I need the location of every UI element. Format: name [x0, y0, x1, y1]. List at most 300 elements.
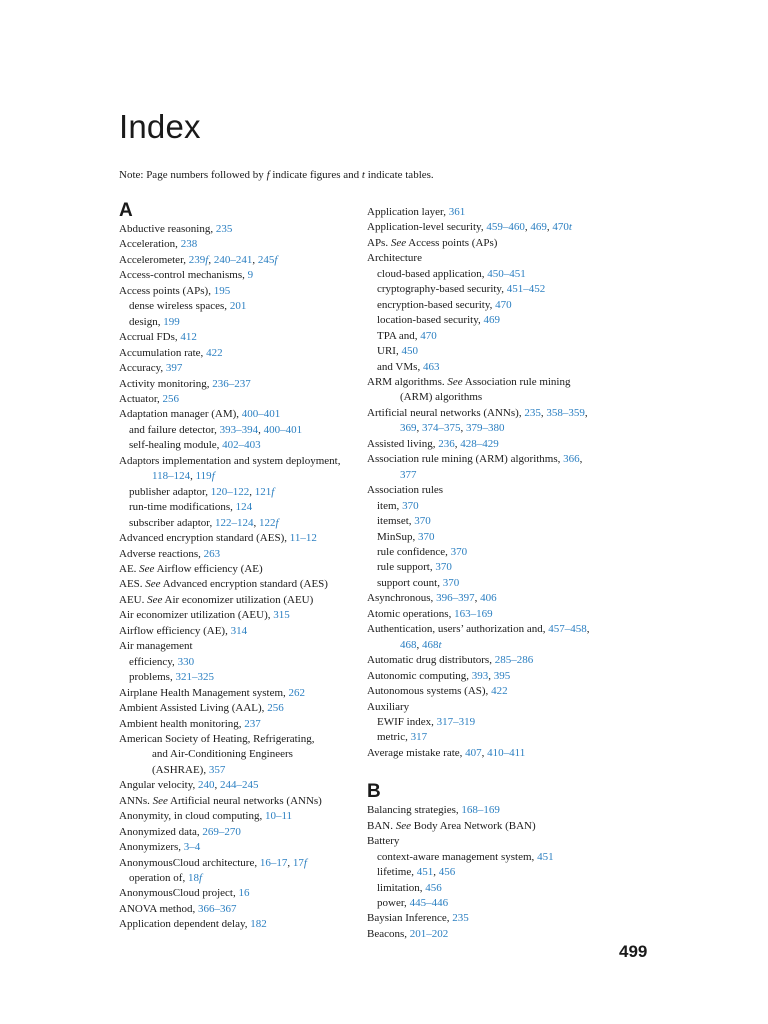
page-reference-link[interactable]: 393	[471, 669, 489, 682]
entry-text: Airflow efficiency (AE),	[119, 624, 231, 637]
index-entry	[119, 330, 369, 345]
index-entry	[119, 407, 369, 422]
page-reference-link[interactable]: 370	[414, 515, 431, 528]
page-reference-link[interactable]: 237	[244, 717, 261, 730]
entry-text: Association rule mining	[462, 375, 571, 388]
entry-text: Application layer,	[367, 206, 449, 218]
entry-text: ,	[253, 516, 260, 529]
see-reference-label: See	[390, 236, 407, 249]
entry-text: operation of,	[129, 872, 188, 885]
index-column-right	[367, 205, 617, 942]
entry-text: Air economizer utilization (AEU),	[119, 609, 274, 622]
index-entry	[367, 834, 617, 849]
page-reference-link[interactable]: 402–403	[222, 439, 261, 452]
entry-text: Accrual FDs,	[119, 331, 181, 344]
entry-text: Artificial neural networks (ANNs)	[167, 794, 322, 807]
index-subentry	[119, 315, 369, 330]
page-reference-link[interactable]: 358–359	[546, 406, 585, 419]
index-subentry	[119, 516, 369, 531]
index-subentry	[367, 881, 617, 896]
index-entry	[119, 531, 369, 546]
index-entry	[119, 809, 369, 824]
page-reference-link[interactable]: 235	[524, 406, 541, 419]
page-reference-link[interactable]: 199	[163, 315, 180, 328]
index-note: Note: Page numbers followed by f indicate figures and t indicate tables.	[119, 169, 434, 181]
entry-text: AnonymousCloud project,	[119, 887, 239, 900]
page-reference-link[interactable]: 256	[162, 392, 180, 405]
entry-text: ,	[460, 422, 466, 435]
index-subentry	[367, 313, 617, 328]
page-reference-link[interactable]: 269–270	[202, 825, 241, 838]
page-reference-link[interactable]: 397	[165, 362, 183, 375]
page-reference-link[interactable]: 256	[267, 702, 284, 715]
index-entry	[119, 361, 369, 376]
entry-text: Airplane Health Management system,	[119, 686, 289, 699]
index-entry-continuation	[119, 747, 369, 762]
entry-text: ,	[579, 453, 583, 466]
index-entry-continuation	[367, 468, 617, 483]
index-entry	[367, 911, 617, 926]
page-reference-link[interactable]: 236–237	[212, 377, 251, 390]
entry-text: Abductive reasoning,	[119, 223, 216, 235]
page-reference-link[interactable]: 330	[177, 655, 195, 668]
page-reference-link[interactable]: f	[211, 470, 215, 483]
index-subentry	[367, 360, 617, 375]
page-reference-link[interactable]: 314	[230, 624, 248, 637]
entry-text: Accuracy,	[119, 362, 166, 375]
page-reference-link[interactable]: f	[205, 253, 209, 266]
page-reference-link[interactable]: 285–286	[494, 654, 534, 667]
page-reference-link[interactable]: 400–401	[263, 423, 303, 436]
page-reference-link[interactable]: 119	[195, 470, 212, 483]
page-reference-link[interactable]: 235	[452, 912, 469, 925]
page-reference-link[interactable]: 263	[203, 547, 221, 560]
index-entry	[367, 236, 617, 251]
index-entry	[119, 778, 369, 793]
index-entry	[367, 803, 617, 818]
entry-text: Adaptation manager (AM),	[119, 408, 242, 421]
index-subentry	[119, 485, 369, 500]
page-reference-link[interactable]: 412	[180, 331, 197, 344]
page-reference-link[interactable]: 457–458	[548, 623, 587, 636]
index-entry	[367, 220, 617, 235]
page-reference-link[interactable]: 11–12	[289, 532, 317, 545]
page-reference-link[interactable]: 18	[187, 872, 199, 885]
page-reference-link[interactable]: 361	[448, 206, 466, 218]
entry-text: AE.	[119, 562, 140, 575]
index-subentry	[119, 655, 369, 670]
index-subentry	[367, 715, 617, 730]
page-reference-link[interactable]: 366	[563, 453, 580, 466]
entry-text: Automatic drug distributors,	[367, 654, 495, 667]
entry-text: (ARM) algorithms	[400, 391, 483, 404]
entry-text: publisher adaptor,	[129, 485, 211, 498]
page-reference-link[interactable]: 396–397	[436, 592, 475, 605]
page-reference-link[interactable]: 238	[180, 238, 198, 251]
entry-text: problems,	[129, 671, 176, 684]
page-reference-link[interactable]: 122–124	[215, 516, 254, 529]
index-subentry	[367, 730, 617, 745]
entry-text: AnonymousCloud architecture,	[119, 856, 260, 869]
index-subentry	[367, 545, 617, 560]
page-reference-link[interactable]: f	[303, 856, 307, 869]
page-reference-link[interactable]: 168–169	[461, 804, 500, 817]
page-reference-link[interactable]: 122	[259, 516, 276, 529]
entry-text: self-healing module,	[129, 439, 223, 452]
page-reference-link[interactable]: 236	[438, 437, 455, 450]
page-reference-link[interactable]: t	[568, 221, 572, 234]
entry-text: ,	[416, 422, 422, 435]
index-subentry	[367, 850, 617, 865]
page-reference-link[interactable]: 450–451	[487, 267, 526, 280]
entry-text: ,	[474, 592, 481, 605]
page-reference-link[interactable]: 120–122	[210, 485, 250, 498]
entry-text: Body Area Network (BAN)	[411, 819, 536, 832]
page-reference-link[interactable]: 3–4	[183, 841, 201, 854]
page-reference-link[interactable]: 451	[416, 866, 434, 879]
entry-text: ,	[416, 638, 422, 651]
index-entry	[119, 392, 369, 407]
entry-text: ,	[488, 669, 494, 682]
page-reference-link[interactable]: 410–411	[487, 746, 526, 759]
section-gap	[367, 761, 617, 781]
index-entry	[119, 902, 369, 917]
entry-text: power,	[377, 897, 410, 910]
page-reference-link[interactable]: 262	[288, 686, 306, 699]
entry-text: Asynchronous,	[367, 592, 437, 605]
page-reference-link[interactable]: 182	[250, 918, 267, 931]
entry-text: Association rule mining (ARM) algorithms,	[367, 453, 564, 466]
entry-text: ANNs.	[119, 794, 153, 807]
page-reference-link[interactable]: f	[274, 253, 278, 266]
index-entry	[367, 406, 617, 421]
page-reference-link[interactable]: 317	[410, 731, 428, 744]
index-entry	[119, 284, 369, 299]
page-reference-link[interactable]: f	[271, 485, 275, 498]
index-entry	[119, 732, 369, 747]
page-reference-link[interactable]: f	[198, 872, 203, 885]
entry-text: American Society of Heating, Refrigerating,	[119, 732, 315, 745]
index-subentry	[367, 282, 617, 297]
page-reference-link[interactable]: 379–380	[466, 422, 505, 435]
page-reference-link[interactable]: 374–375	[422, 422, 461, 435]
index-entry	[367, 746, 617, 761]
index-entry	[367, 669, 617, 684]
entry-text: Autonomous systems (AS),	[367, 685, 492, 698]
page-title: Index	[119, 108, 201, 146]
see-reference-label: See	[139, 562, 155, 575]
entry-text: item,	[377, 499, 403, 512]
entry-text: Anonymized data,	[119, 825, 203, 838]
entry-text: Air economizer utilization (AEU)	[162, 593, 314, 606]
entry-text: ,	[214, 779, 221, 792]
index-entry-continuation	[367, 638, 617, 653]
entry-text: ,	[249, 485, 255, 498]
index-subentry	[119, 299, 369, 314]
page-reference-link[interactable]: 450	[401, 345, 418, 358]
page-reference-link[interactable]: 369	[400, 422, 417, 435]
page-reference-link[interactable]: 244–245	[220, 779, 259, 792]
index-entry	[367, 653, 617, 668]
entry-text: and VMs,	[377, 360, 423, 373]
page-reference-link[interactable]: 469	[483, 314, 500, 327]
entry-text: Advanced encryption standard (AES)	[160, 578, 328, 591]
index-entry-continuation	[367, 421, 617, 436]
entry-text: itemset,	[377, 515, 415, 528]
page-reference-link[interactable]: 245	[257, 253, 275, 266]
entry-text: Accumulation rate,	[119, 346, 207, 359]
index-entry	[367, 375, 617, 390]
page-reference-link[interactable]: 16	[238, 887, 250, 900]
page-reference-link[interactable]: 407	[465, 746, 482, 759]
entry-text: ARM algorithms.	[367, 375, 448, 388]
index-subentry	[367, 344, 617, 359]
page-reference-link[interactable]: 124	[235, 501, 253, 514]
entry-text: design,	[129, 315, 164, 328]
page-reference-link[interactable]: t	[438, 638, 442, 651]
page-reference-link[interactable]: 357	[208, 763, 226, 776]
page-reference-link[interactable]: 240–241	[213, 253, 253, 266]
index-entry	[119, 253, 369, 268]
entry-text: Adverse reactions,	[119, 547, 204, 560]
index-entry	[119, 717, 369, 732]
index-entry	[119, 268, 369, 283]
entry-text: AEU.	[119, 593, 148, 606]
entry-text: ,	[584, 406, 588, 419]
page-reference-link[interactable]: 10–11	[264, 810, 293, 823]
entry-text: cryptography-based security,	[377, 283, 507, 296]
see-reference-label: See	[152, 794, 168, 807]
entry-text: ,	[454, 437, 461, 450]
entry-text: Anonymizers,	[119, 841, 184, 854]
entry-text: Activity monitoring,	[119, 377, 213, 390]
see-reference-label: See	[395, 819, 411, 832]
index-entry	[119, 639, 369, 654]
index-entry-continuation	[119, 469, 369, 484]
page-reference-link[interactable]: 469	[530, 221, 547, 234]
index-entry	[119, 794, 369, 809]
entry-text: Artificial neural networks (ANNs),	[367, 406, 525, 419]
page-reference-link[interactable]: 470	[552, 221, 569, 234]
entry-text: AES.	[119, 578, 146, 591]
index-subentry	[367, 560, 617, 575]
entry-text: TPA and,	[377, 329, 421, 342]
page-reference-link[interactable]: 451–452	[506, 283, 546, 296]
index-subentry	[119, 423, 369, 438]
index-entry	[119, 856, 369, 871]
page-reference-link[interactable]: 428–429	[460, 437, 499, 450]
index-subentry	[119, 871, 369, 886]
index-entry	[119, 237, 369, 252]
index-subentry	[367, 329, 617, 344]
entry-text: and Air-Conditioning Engineers	[152, 748, 293, 761]
index-entry	[119, 377, 369, 392]
page-reference-link[interactable]: 468	[422, 638, 439, 651]
index-entry	[119, 840, 369, 855]
page-reference-link[interactable]: 463	[422, 360, 440, 373]
entry-text: Battery	[367, 835, 400, 848]
index-entry	[367, 607, 617, 622]
entry-text: Atomic operations,	[367, 607, 455, 620]
page-reference-link[interactable]: 235	[215, 223, 233, 235]
page-reference-link[interactable]: 16–17	[259, 856, 288, 869]
page-reference-link[interactable]: 468	[400, 638, 417, 651]
entry-text: Ambient health monitoring,	[119, 717, 245, 730]
entry-text: EWIF index,	[377, 715, 437, 728]
page-reference-link[interactable]: 201–202	[409, 927, 449, 940]
entry-text: URI,	[377, 345, 402, 358]
page-reference-link[interactable]: 422	[491, 685, 508, 698]
page-reference-link[interactable]: 321–325	[175, 671, 214, 684]
index-entry	[367, 483, 617, 498]
index-entry	[119, 454, 369, 469]
page-reference-link[interactable]: 456	[425, 881, 442, 894]
page-reference-link[interactable]: 451	[537, 850, 554, 863]
entry-text: Advanced encryption standard (AES),	[119, 532, 290, 545]
page-reference-link[interactable]: 406	[480, 592, 497, 605]
index-subentry	[119, 438, 369, 453]
entry-text: Auxiliary	[367, 700, 410, 713]
entry-text: rule support,	[377, 561, 436, 574]
entry-text: Adaptors implementation and system deployment,	[119, 454, 341, 467]
page-reference-link[interactable]: 17	[292, 856, 304, 869]
entry-text: lifetime,	[377, 866, 417, 879]
entry-text: Balancing strategies,	[367, 804, 462, 817]
index-entry	[119, 577, 369, 592]
entry-text: ,	[481, 746, 488, 759]
index-entry	[367, 622, 617, 637]
entry-text: Association rules	[367, 484, 444, 497]
see-reference-label: See	[147, 593, 163, 606]
page-reference-link[interactable]: 239	[188, 253, 206, 266]
index-entry	[119, 686, 369, 701]
index-entry	[119, 624, 369, 639]
index-entry	[119, 917, 369, 932]
entry-text: ,	[540, 406, 547, 419]
page-reference-link[interactable]: 370	[435, 561, 452, 574]
index-entry	[367, 452, 617, 467]
entry-text: Accelerometer,	[119, 253, 189, 266]
entry-text: rule confidence,	[377, 545, 451, 558]
entry-text: limitation,	[377, 881, 426, 894]
page-reference-link[interactable]: 121	[254, 485, 272, 498]
page-reference-link[interactable]: 422	[206, 346, 223, 359]
page-reference-link[interactable]: 366–367	[197, 902, 237, 915]
entry-text: MinSup,	[377, 530, 418, 543]
index-subentry	[119, 670, 369, 685]
entry-text: Access points (APs),	[119, 284, 214, 297]
index-entry	[119, 886, 369, 901]
index-subentry	[367, 499, 617, 514]
page-reference-link[interactable]: 118–124	[152, 470, 191, 483]
page-reference-link[interactable]: 240	[198, 779, 215, 792]
section-letter: B	[367, 781, 381, 803]
index-subentry	[367, 865, 617, 880]
entry-text: Air management	[119, 640, 193, 653]
page-reference-link[interactable]: 370	[442, 576, 460, 589]
entry-text: location-based security,	[377, 314, 484, 327]
index-column-left	[119, 200, 369, 933]
entry-text: ,	[287, 856, 293, 869]
index-subentry	[367, 896, 617, 911]
page-reference-link[interactable]: 370	[450, 545, 468, 558]
index-subentry	[367, 267, 617, 282]
index-entry	[367, 591, 617, 606]
page-reference-link[interactable]: 370	[402, 499, 419, 512]
index-subentry	[119, 500, 369, 515]
page-reference-link[interactable]: 370	[417, 530, 435, 543]
page-number: 499	[619, 942, 648, 961]
index-entry	[367, 700, 617, 715]
index-subentry	[367, 530, 617, 545]
entry-text: Access-control mechanisms,	[119, 269, 248, 282]
entry-text: Application dependent delay,	[119, 918, 251, 931]
entry-text: ,	[190, 470, 196, 483]
entry-text: ,	[546, 221, 553, 234]
page-reference-link[interactable]: 377	[400, 468, 417, 481]
index-entry	[119, 593, 369, 608]
entry-text: encryption-based security,	[377, 298, 496, 311]
index-entry	[119, 562, 369, 577]
entry-text: efficiency,	[129, 655, 178, 668]
index-entry	[119, 547, 369, 562]
page-reference-link[interactable]: 9	[247, 269, 254, 282]
index-subentry	[367, 576, 617, 591]
entry-text: Autonomic computing,	[367, 669, 472, 682]
page-reference-link[interactable]: 317–319	[436, 715, 476, 728]
entry-text: Airflow efficiency (AE)	[154, 562, 263, 575]
page-reference-link[interactable]: 400–401	[241, 408, 281, 421]
page-reference-link[interactable]: 445–446	[409, 897, 449, 910]
index-entry	[367, 927, 617, 942]
index-subentry	[367, 514, 617, 529]
page-reference-link[interactable]: 195	[213, 284, 231, 297]
page-reference-link[interactable]: 393–394	[219, 423, 259, 436]
entry-text: Application-level security,	[367, 221, 487, 234]
page-reference-link[interactable]: f	[275, 516, 279, 529]
page-reference-link[interactable]: 470	[495, 298, 512, 311]
entry-text: Authentication, users’ authorization and,	[367, 623, 549, 636]
entry-text: ,	[208, 253, 214, 266]
see-reference-label: See	[145, 578, 161, 591]
entry-text: Average mistake rate,	[367, 746, 466, 759]
page-reference-link[interactable]: 201	[229, 300, 247, 313]
page-reference-link[interactable]: 395	[493, 669, 511, 682]
page-reference-link[interactable]: 456	[438, 866, 456, 879]
index-entry	[367, 437, 617, 452]
page-reference-link[interactable]: 163–169	[454, 607, 493, 620]
entry-text: cloud-based application,	[377, 267, 488, 280]
entry-text: Acceleration,	[119, 238, 181, 251]
entry-text: ,	[258, 423, 264, 436]
index-entry	[367, 251, 617, 266]
index-entry	[367, 205, 617, 220]
entry-text: dense wireless spaces,	[129, 300, 230, 313]
index-entry	[119, 346, 369, 361]
entry-text: ,	[433, 866, 439, 879]
entry-text: Anonymity, in cloud computing,	[119, 810, 265, 823]
entry-text: (ASHRAE),	[152, 763, 209, 776]
index-entry	[367, 684, 617, 699]
page-reference-link[interactable]: 315	[273, 609, 290, 622]
entry-text: Access points (APs)	[406, 236, 498, 249]
entry-text: Assisted living,	[367, 437, 439, 450]
page-reference-link[interactable]: 459–460	[486, 221, 525, 234]
entry-text: Architecture	[367, 252, 422, 265]
entry-text: Actuator,	[119, 392, 163, 405]
index-entry-continuation	[119, 763, 369, 778]
page-reference-link[interactable]: 470	[420, 329, 437, 342]
